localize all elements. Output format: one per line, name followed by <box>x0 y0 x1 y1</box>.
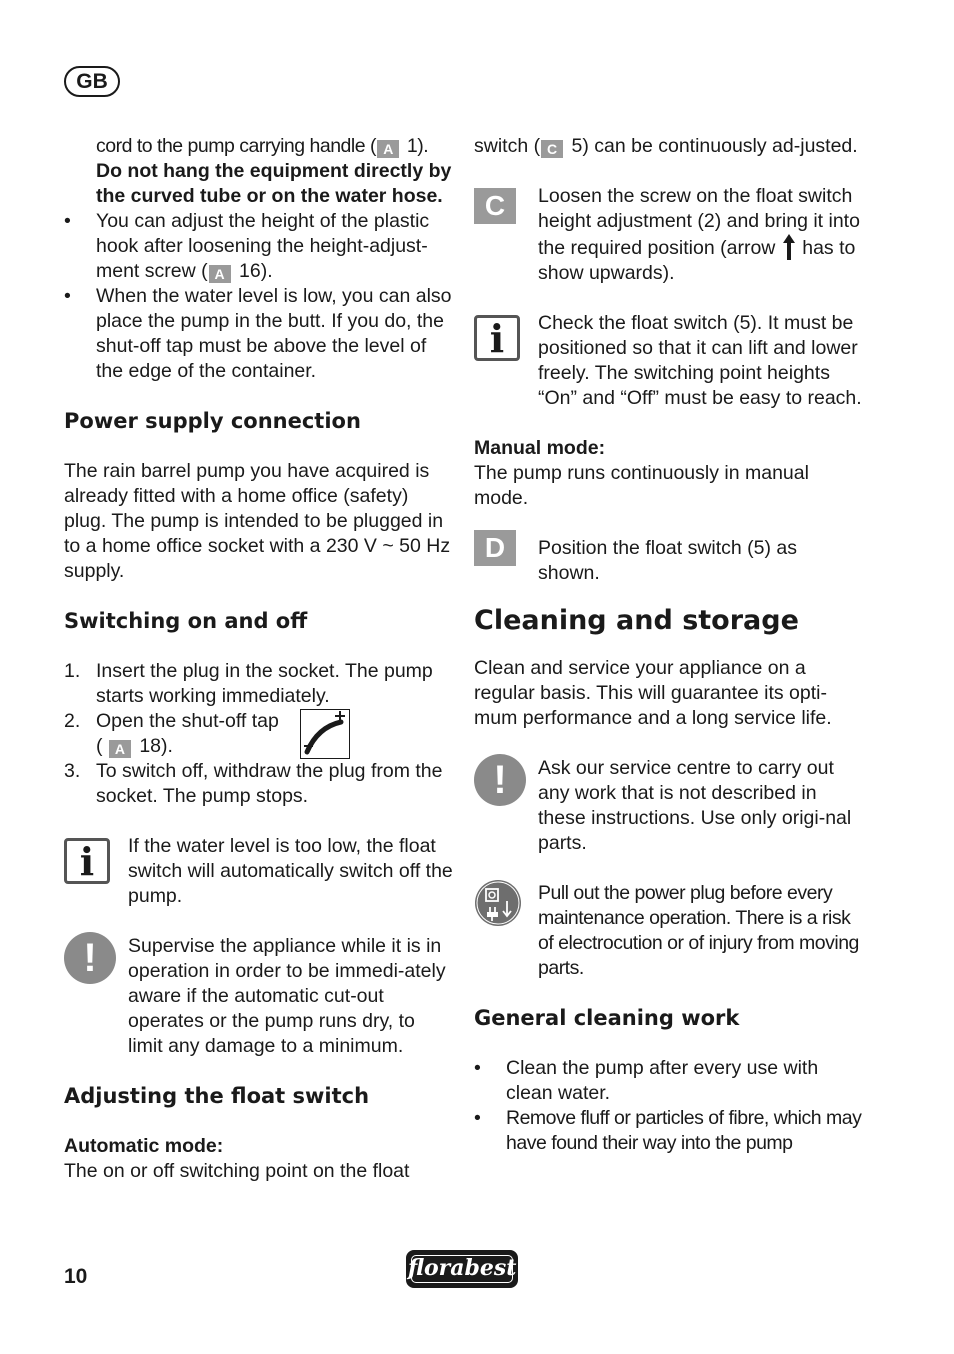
unplug-notice-text: Pull out the power plug before every maintenance operation. There is a risk of electrocution or of injury from moving parts. <box>538 882 859 979</box>
info-icon: i <box>64 838 110 884</box>
manual-mode-text: The pump runs continuously in manual mode. <box>474 462 809 509</box>
step-text: To switch off, withdraw the plug from the socket. The pump stops. <box>96 760 443 807</box>
continued-text-post: 5) can be continuously ad-justed. <box>566 135 858 157</box>
figure-badge-a: A <box>209 265 231 283</box>
step-number: 2. <box>64 710 81 732</box>
step-number: 1. <box>64 660 81 682</box>
step-item <box>64 759 454 809</box>
section-heading-float: Adjusting the float switch <box>64 1084 370 1108</box>
intro-line <box>64 134 454 159</box>
page-number: 10 <box>64 1265 88 1288</box>
warning-icon: ! <box>474 754 526 806</box>
figure-c-text-post: has to show upwards). <box>538 237 856 284</box>
logo-text: florabest <box>408 1255 517 1281</box>
power-paragraph: The rain barrel pump you have acquired is already fitted with a home office (safety) plug. The pump is intended to be plugged in to a home office socket with a 230 V ~ 50 Hz supply. <box>64 460 451 582</box>
figure-c-notice <box>474 184 864 286</box>
bullet-marker: • <box>64 210 71 232</box>
list-item <box>474 1106 864 1156</box>
figure-d-text: Position the float switch (5) as shown. <box>538 537 798 584</box>
cleaning-paragraph: Clean and service your appliance on a regular basis. This will guarantee its opti-mum performance and a long service life. <box>474 657 832 729</box>
bullet-text: Clean the pump after every use with clean water. <box>506 1057 819 1104</box>
brand-logo <box>406 1250 518 1288</box>
info-notice <box>64 834 454 909</box>
step-ref-pre: ( <box>96 735 103 757</box>
list-item <box>64 284 454 384</box>
section-heading-switching: Switching on and off <box>64 609 308 633</box>
arrow-up-icon <box>783 234 795 260</box>
unplug-notice <box>474 881 864 981</box>
warning-notice <box>64 934 454 1059</box>
bullet-text-post: 16). <box>233 260 273 282</box>
figure-d-marker: D <box>474 530 516 566</box>
info-notice-text: If the water level is too low, the float switch will automatically switch off the pump. <box>128 835 453 907</box>
figure-badge-c: C <box>541 140 563 158</box>
figure-c-text-pre: Loosen the screw on the float switch height adjustment (2) and bring it into the required position (arrow <box>538 185 860 259</box>
language-badge: GB <box>64 66 120 97</box>
warning-notice-text: Ask our service centre to carry out any work that is not described in these instructions. Use only origi-nal parts. <box>538 757 852 854</box>
step-item <box>64 709 454 759</box>
step-ref-post: 18). <box>133 735 173 757</box>
warning-notice-text: Supervise the appliance while it is in operation in order to be immedi-ately aware if the automatic cut-out operates or the pump runs dry, to limit any damage to a minimum. <box>128 935 446 1057</box>
bullet-marker: • <box>474 1057 481 1079</box>
manual-mode-label: Manual mode: <box>474 437 606 459</box>
continued-paragraph <box>474 134 864 159</box>
bullet-marker: • <box>474 1107 481 1129</box>
step-number: 3. <box>64 760 81 782</box>
automatic-mode-text: The on or off switching point on the float <box>64 1160 410 1182</box>
info-notice-text: Check the float switch (5). It must be positioned so that it can lift and lower freely. The switching point heights “On” and “Off” must be easy to reach. <box>538 312 862 409</box>
step-ref <box>96 734 454 759</box>
warning-notice <box>474 756 864 856</box>
figure-d-notice <box>474 532 864 586</box>
section-heading-power: Power supply connection <box>64 409 361 433</box>
continued-text-pre: switch ( <box>474 135 541 157</box>
intro-text-pre: cord to the pump carrying handle ( <box>96 135 376 157</box>
right-column <box>474 134 864 1156</box>
info-notice <box>474 311 864 411</box>
warning-icon: ! <box>64 932 116 984</box>
figure-badge-a: A <box>109 740 131 758</box>
list-item <box>64 209 454 284</box>
logo-frame <box>411 1255 513 1283</box>
step-text: Open the shut-off tap <box>96 710 279 732</box>
figure-c-marker: C <box>474 188 516 224</box>
bullet-text: Remove fluff or particles of fibre, which may have found their way into the pump <box>506 1107 862 1154</box>
left-column <box>64 134 454 1184</box>
figure-c-text <box>538 184 864 286</box>
step-item <box>64 659 454 709</box>
bullet-text-pre: You can adjust the height of the plastic hook after loosening the height-adjust-ment screw ( <box>96 210 430 282</box>
tap-open-icon <box>300 709 350 759</box>
bullet-text: When the water level is low, you can also place the pump in the butt. If you do, the shut-off tap must be above the level of the edge of the container. <box>96 285 452 382</box>
section-heading-cleaning: Cleaning and storage <box>474 605 799 636</box>
bullet-marker: • <box>64 285 71 307</box>
intro-text-post: 1). <box>402 135 429 157</box>
automatic-mode-label: Automatic mode: <box>64 1135 224 1157</box>
unplug-icon <box>474 879 522 927</box>
figure-badge-a: A <box>377 140 399 158</box>
info-icon: i <box>474 315 520 361</box>
section-heading-general: General cleaning work <box>474 1006 740 1030</box>
step-text: Insert the plug in the socket. The pump starts working immediately. <box>96 660 433 707</box>
intro-warning: Do not hang the equipment directly by the curved tube or on the water hose. <box>96 160 452 207</box>
list-item <box>474 1056 864 1106</box>
